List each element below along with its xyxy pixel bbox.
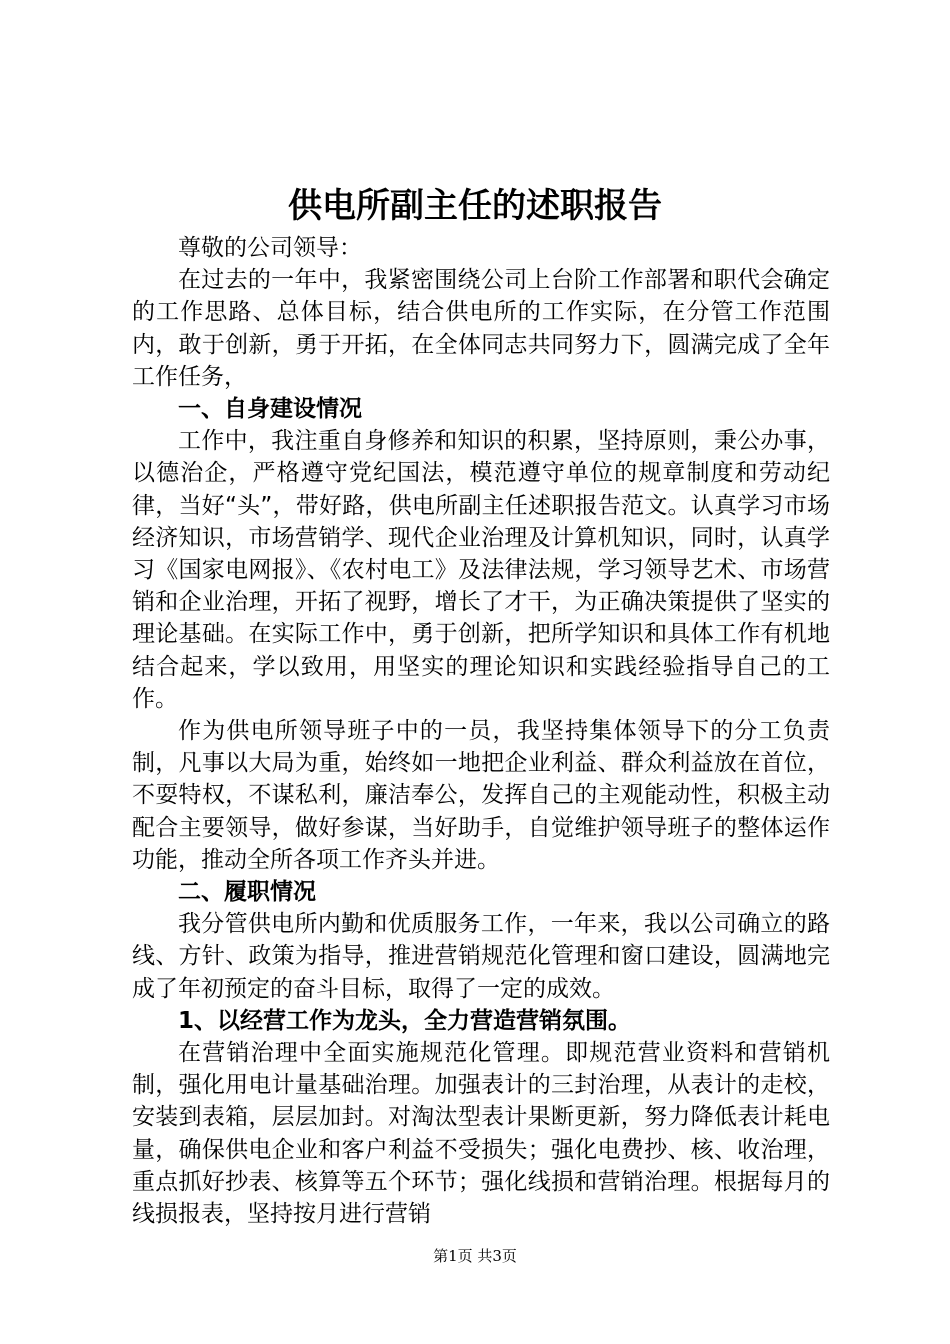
section1-paragraph-2: 作为供电所领导班子中的一员，我坚持集体领导下的分工负责制，凡事以大局为重，始终如一地把企业利益、群众利益放在首位，不耍特权，不谋私利，廉洁奉公，发挥自己的主观能动性，积极主动配合主要领导，做好参谋，当好助手，自觉维护领导班子的整体运作功能，推动全所各项工作齐头并进。: [132, 718, 830, 873]
salutation: 尊敬的公司领导：: [178, 235, 362, 261]
section-heading-self-building: 一、自身建设情况: [178, 396, 362, 423]
intro-paragraph: 在过去的一年中，我紧密围绕公司上台阶工作部署和职代会确定的工作思路、总体目标，结合供电所的工作实际，在分管工作范围内，敢于创新，勇于开拓，在全体同志共同努力下，圆满完成了全年工作任务，: [132, 267, 830, 390]
subsection1-paragraph-1: 在营销治理中全面实施规范化管理。即规范营业资料和营销机制，强化用电计量基础治理。加强表计的三封治理，从表计的走校，安装到表箱，层层加封。对淘汰型表计果断更新，努力降低表计耗电量，确保供电企业和客户利益不受损失；强化电费抄、核、收治理，重点抓好抄表、核算等五个环节；强化线损和营销治理。根据每月的线损报表，坚持按月进行营销: [132, 1040, 830, 1228]
document-title: 供电所副主任的述职报告: [288, 186, 662, 226]
page-footer: 第1页 共3页: [433, 1247, 517, 1265]
section2-paragraph-1: 我分管供电所内勤和优质服务工作，一年来，我以公司确立的路线、方针、政策为指导，推进营销规范化管理和窗口建设，圆满地完成了年初预定的奋斗目标，取得了一定的成效。: [132, 911, 830, 1002]
subsection-heading-operations: 1、以经营工作为龙头，全力营造营销氛围。: [178, 1007, 632, 1034]
section1-paragraph-1: 工作中，我注重自身修养和知识的积累，坚持原则，秉公办事，以德治企，严格遵守党纪国法，模范遵守单位的规章制度和劳动纪律，当好“头”，带好路，供电所副主任述职报告范文。认真学习市场经济知识，市场营销学、现代企业治理及计算机知识，同时，认真学习《国家电网报》、《农村电工》及法律法规，学习领导艺术、市场营销和企业治理，开拓了视野，增长了才干，为正确决策提供了坚实的理论基础。在实际工作中，勇于创新，把所学知识和具体工作有机地结合起来，学以致用，用坚实的理论知识和实践经验指导自己的工作。: [132, 428, 830, 712]
section-heading-duties: 二、履职情况: [178, 879, 316, 906]
document-body: [132, 232, 830, 1230]
